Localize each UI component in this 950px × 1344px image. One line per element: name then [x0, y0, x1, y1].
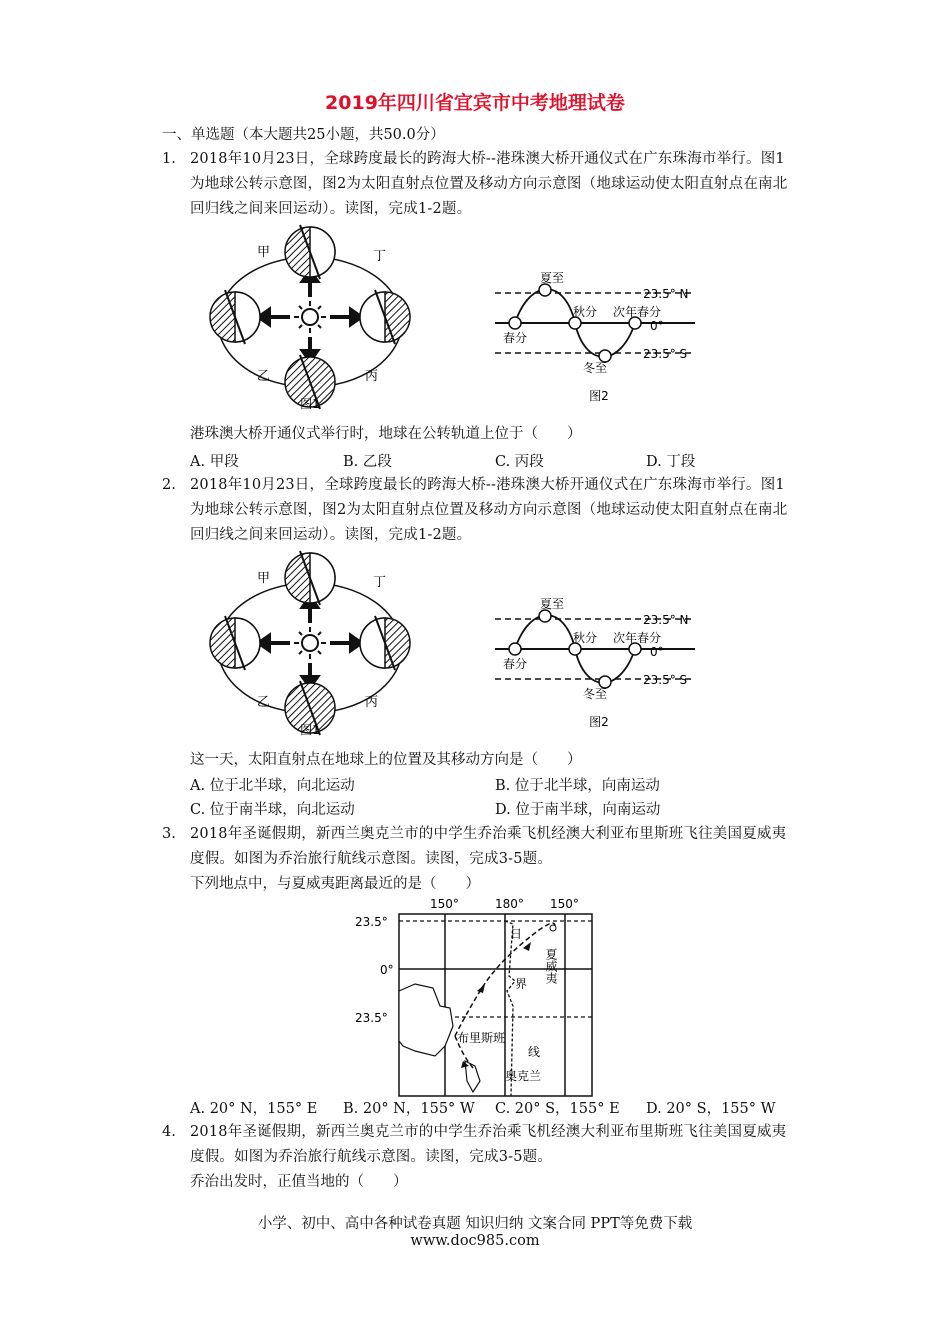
- label-dongzhi: 冬至: [583, 687, 608, 701]
- label-chunfen: 春分: [503, 331, 528, 345]
- label-jia: 甲: [257, 245, 271, 260]
- dateline-label: 日: [510, 927, 523, 941]
- question-number: 2.: [162, 477, 176, 493]
- label-bing: 丙: [365, 369, 379, 384]
- figure-1: [205, 548, 425, 742]
- figure-caption: 图2: [589, 389, 609, 403]
- dateline-label: 线: [528, 1045, 541, 1059]
- label-cinian: 次年春分: [613, 305, 662, 319]
- option-a[interactable]: A. 位于北半球，向北运动: [190, 778, 355, 794]
- question-intro: 2018年圣诞假期，新西兰奥克兰市的中学生乔治乘飞机经澳大利亚布里斯班飞往美国夏威夷度假。如图为乔治旅行航线示意图。读图，完成3-5题。: [190, 826, 787, 867]
- option-b[interactable]: B. 20° N，155° W: [343, 1101, 475, 1117]
- figure-caption: 图2: [589, 715, 609, 729]
- label-qiufen: 秋分: [573, 631, 598, 645]
- option-b[interactable]: B. 位于北半球，向南运动: [495, 778, 660, 794]
- question-number: 4.: [162, 1124, 176, 1140]
- label-ding: 丁: [373, 575, 387, 590]
- hawaii-label: 夏威夷: [544, 948, 558, 984]
- lon-label: 180°: [495, 897, 524, 911]
- lat-label: 23.5°: [355, 1011, 388, 1025]
- footer-url[interactable]: www.doc985.com: [410, 1233, 540, 1249]
- label-s: 23.5° S: [643, 673, 688, 687]
- option-b[interactable]: B. 乙段: [343, 454, 392, 470]
- lat-label: 23.5°: [355, 915, 388, 929]
- label-chunfen: 春分: [503, 657, 528, 671]
- label-n: 23.5° N: [643, 613, 689, 627]
- question-intro: 2018年10月23日，全球跨度最长的跨海大桥--港珠澳大桥开通仪式在广东珠海市举行。图1为地球公转示意图，图2为太阳直射点位置及移动方向示意图（地球运动使太阳直射点在南北回归线之间来回运动）。读图，完成1-2题。: [190, 151, 788, 217]
- earth-orbit-diagram: [205, 548, 425, 738]
- question-stem: 这一天，太阳直射点在地球上的位置及其移动方向是（ ）: [190, 752, 582, 768]
- earth-orbit-diagram: [205, 222, 425, 412]
- figure-2: [495, 594, 725, 738]
- auckland-label: 奥克兰: [505, 1069, 542, 1083]
- label-n: 23.5° N: [643, 287, 689, 301]
- option-a[interactable]: A. 20° N，155° E: [190, 1101, 318, 1117]
- label-xiazhi: 夏至: [540, 597, 565, 611]
- subsolar-point-diagram: [495, 268, 725, 408]
- option-d[interactable]: D. 位于南半球，向南运动: [495, 802, 661, 818]
- label-xiazhi: 夏至: [540, 271, 565, 285]
- subsolar-point-diagram: [495, 594, 725, 734]
- lon-label: 150°: [430, 897, 459, 911]
- label-cinian: 次年春分: [613, 631, 662, 645]
- question-number: 1.: [162, 151, 176, 167]
- label-ding: 丁: [373, 249, 387, 264]
- option-c[interactable]: C. 丙段: [495, 454, 544, 470]
- question-intro: 2018年10月23日，全球跨度最长的跨海大桥--港珠澳大桥开通仪式在广东珠海市举行。图1为地球公转示意图，图2为太阳直射点位置及移动方向示意图（地球运动使太阳直射点在南北回归线之间来回运动）。读图，完成1-2题。: [190, 477, 788, 543]
- lat-label: 0°: [380, 963, 394, 977]
- label-yi: 乙: [257, 695, 271, 710]
- label-bing: 丙: [365, 695, 379, 710]
- question-stem: 乔治出发时，正值当地的（ ）: [190, 1174, 408, 1190]
- figure-caption: 图1: [300, 397, 320, 411]
- option-c[interactable]: C. 20° S，155° E: [495, 1101, 620, 1117]
- page-title: 2019年四川省宜宾市中考地理试卷: [325, 92, 625, 114]
- label-eq: 0°: [650, 319, 664, 333]
- section-heading: 一、单选题（本大题共25小题，共50.0分）: [162, 127, 445, 143]
- route-map-svg: [355, 896, 600, 1101]
- figure-caption: 图1: [300, 723, 320, 737]
- label-yi: 乙: [257, 369, 271, 384]
- label-dongzhi: 冬至: [583, 361, 608, 375]
- question-number: 3.: [162, 826, 176, 842]
- option-d[interactable]: D. 20° S，155° W: [646, 1101, 776, 1117]
- figure-2: [495, 268, 725, 412]
- label-qiufen: 秋分: [573, 305, 598, 319]
- option-a[interactable]: A. 甲段: [190, 454, 239, 470]
- option-d[interactable]: D. 丁段: [646, 454, 696, 470]
- question-stem: 下列地点中，与夏威夷距离最近的是（ ）: [190, 876, 480, 892]
- footer-line-1: 小学、初中、高中各种试卷真题 知识归纳 文案合同 PPT等免费下载: [257, 1216, 693, 1232]
- figure-1: [205, 222, 425, 416]
- option-c[interactable]: C. 位于南半球，向北运动: [190, 802, 355, 818]
- dateline-label: 界: [515, 977, 528, 991]
- label-eq: 0°: [650, 645, 664, 659]
- question-stem: 港珠澳大桥开通仪式举行时，地球在公转轨道上位于（ ）: [190, 426, 582, 442]
- lon-label: 150°: [550, 897, 579, 911]
- question-intro: 2018年圣诞假期，新西兰奥克兰市的中学生乔治乘飞机经澳大利亚布里斯班飞往美国夏威夷度假。如图为乔治旅行航线示意图。读图，完成3-5题。: [190, 1124, 787, 1165]
- label-s: 23.5° S: [643, 347, 688, 361]
- brisbane-label: 布里斯班: [457, 1031, 506, 1045]
- label-jia: 甲: [257, 571, 271, 586]
- flight-route-map: [355, 896, 600, 1105]
